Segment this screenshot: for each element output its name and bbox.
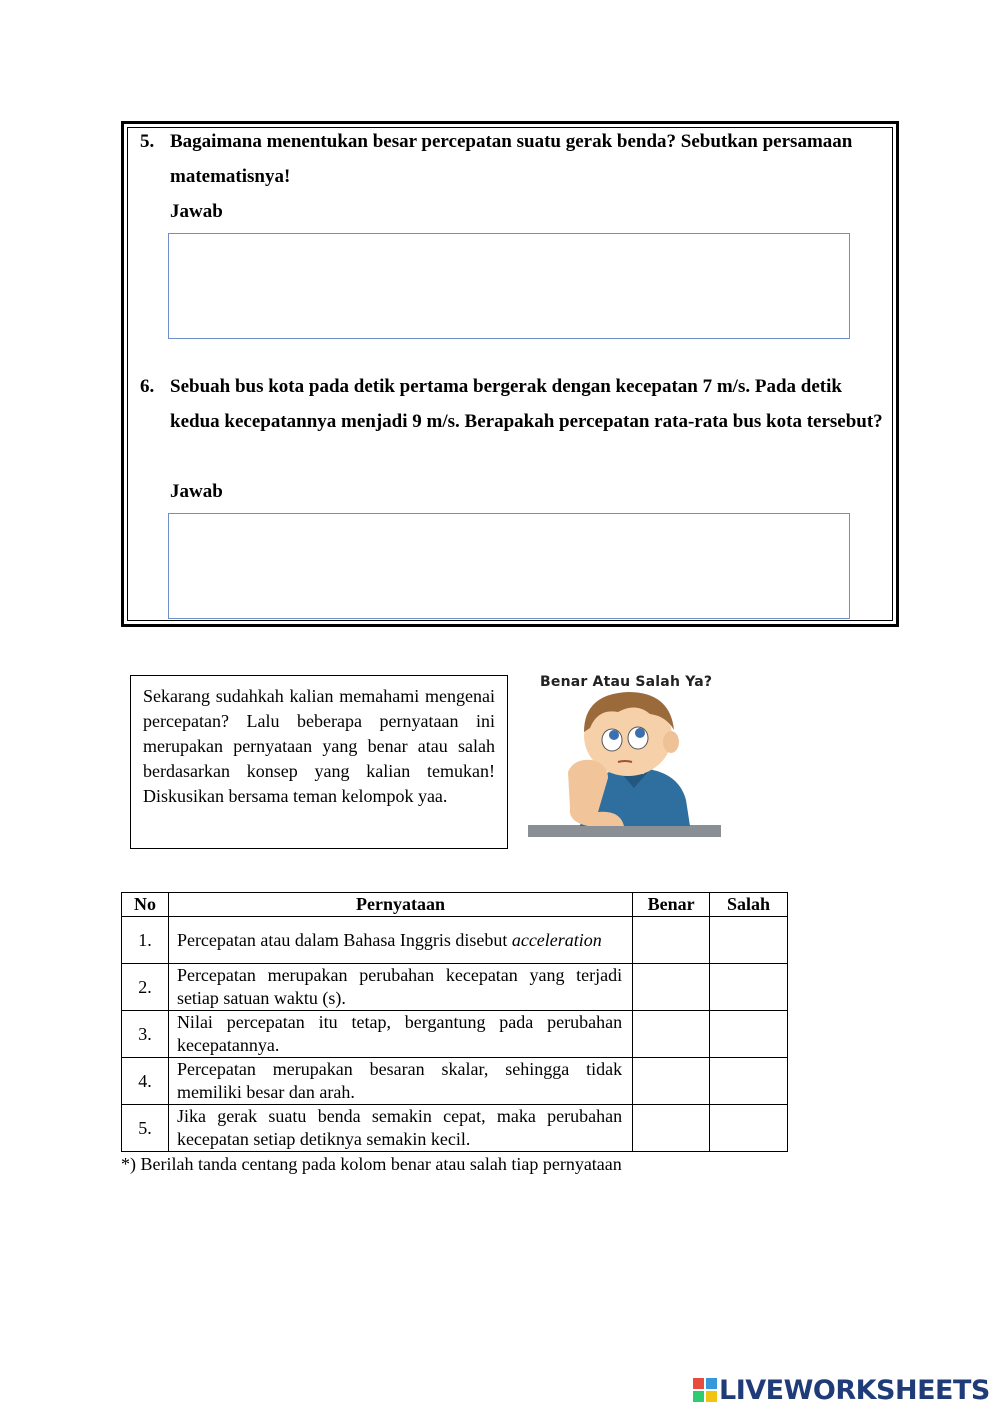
liveworksheets-logo-icon <box>693 1378 717 1402</box>
true-checkbox-cell[interactable] <box>633 1058 710 1105</box>
row-statement <box>168 917 632 964</box>
true-checkbox-cell[interactable] <box>633 1011 710 1058</box>
row-number: 1. <box>122 917 169 964</box>
table-row <box>122 1058 788 1105</box>
row-number: 5. <box>122 1105 169 1152</box>
row-statement: Jika gerak suatu benda semakin cepat, maka perubahan kecepatan setiap detiknya semakin kecil. <box>168 1105 632 1152</box>
header-false: Salah <box>710 893 788 917</box>
false-checkbox-cell[interactable] <box>710 964 788 1011</box>
question-6-answer-label: Jawab <box>170 481 223 502</box>
table-row <box>122 1105 788 1152</box>
question-5-answer-field[interactable] <box>168 233 850 339</box>
question-6-number: 6. <box>140 376 155 397</box>
liveworksheets-brand <box>693 1374 990 1406</box>
row-number: 3. <box>122 1011 169 1058</box>
table-row <box>122 1011 788 1058</box>
row-statement: Percepatan merupakan besaran skalar, sehingga tidak memiliki besar dan arah. <box>168 1058 632 1105</box>
instruction-box: Sekarang sudahkah kalian memahami mengenai percepatan? Lalu beberapa pernyataan ini merupakan pernyataan yang benar atau salah berdasarkan konsep yang kalian temukan! Diskusikan bersama teman kelompok yaa. <box>130 675 508 849</box>
question-5-answer-label: Jawab <box>170 201 223 222</box>
true-checkbox-cell[interactable] <box>633 964 710 1011</box>
thinking-boy-illustration <box>528 672 723 840</box>
row-number: 2. <box>122 964 169 1011</box>
header-statement: Pernyataan <box>168 893 632 917</box>
row-statement: Percepatan merupakan perubahan kecepatan yang terjadi setiap satuan waktu (s). <box>168 964 632 1011</box>
table-row <box>122 917 788 964</box>
table-row <box>122 964 788 1011</box>
row-statement: Nilai percepatan itu tetap, bergantung pada perubahan kecepatannya. <box>168 1011 632 1058</box>
row-statement-text: Percepatan atau dalam Bahasa Inggris disebut <box>176 929 512 950</box>
false-checkbox-cell[interactable] <box>710 1058 788 1105</box>
illustration-title: Benar Atau Salah Ya? <box>540 674 713 690</box>
question-6-text: Sebuah bus kota pada detik pertama bergerak dengan kecepatan 7 m/s. Pada detik kedua kecepatannya menjadi 9 m/s. Berapakah percepatan rata-rata bus kota tersebut? <box>170 376 883 432</box>
row-statement-italic: acceleration <box>511 929 602 950</box>
true-checkbox-cell[interactable] <box>633 1105 710 1152</box>
brand-name: LIVEWORKSHEETS <box>719 1374 990 1406</box>
row-number: 4. <box>122 1058 169 1105</box>
false-checkbox-cell[interactable] <box>710 1011 788 1058</box>
thinking-boy-icon <box>528 672 723 840</box>
header-true: Benar <box>633 893 710 917</box>
question-6-answer-field[interactable] <box>168 513 850 619</box>
statement-table <box>121 892 788 1152</box>
true-checkbox-cell[interactable] <box>633 917 710 964</box>
false-checkbox-cell[interactable] <box>710 917 788 964</box>
false-checkbox-cell[interactable] <box>710 1105 788 1152</box>
header-no: No <box>122 893 169 917</box>
table-footnote: *) Berilah tanda centang pada kolom benar atau salah tiap pernyataan <box>121 1154 622 1174</box>
question-5-number: 5. <box>140 131 155 152</box>
question-5-text: Bagaimana menentukan besar percepatan suatu gerak benda? Sebutkan persamaan matematisnya! <box>170 131 853 187</box>
table-header-row <box>122 893 788 917</box>
